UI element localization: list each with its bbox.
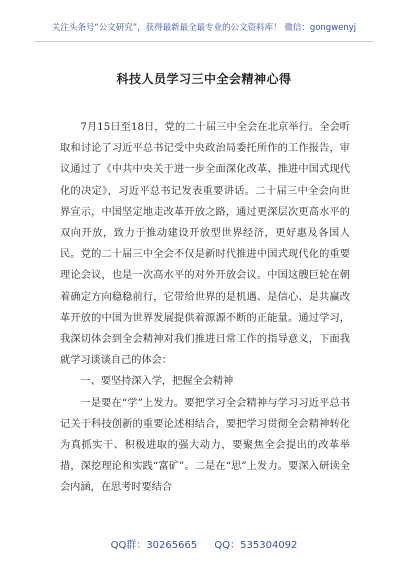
- section-heading: 一、要坚持深入学，把握全会精神: [80, 376, 234, 388]
- footer-qq: QQ：535304092: [214, 540, 298, 551]
- document-title: 科技人员学习三中全会精神心得: [116, 72, 292, 86]
- footer-contact: [0, 536, 408, 551]
- header-divider: [34, 41, 374, 42]
- paragraph-section-1: 一是要在“学”上发力。要把学习全会精神与学习习近平总书记关于科技创新的重要论述相结合，要把学习贯彻全会精神转化为真抓实干、积极进取的强大动力，要聚焦全会提出的改革举措，深挖理论和实践“富矿”。二是在“思”上发力。要深入研读全会内涵，在思考时要结合: [60, 397, 350, 494]
- header-note: 关注头条号“公文研究”，获得最新最全最专业的公文资料库！ 微信：gongwenyj: [51, 23, 357, 33]
- document-body: [60, 117, 350, 499]
- paragraph-intro: 7月15日至18日，党的二十届三中全会在北京举行。全会听取和讨论了习近平总书记受中央政治局委托所作的工作报告，审议通过了《中共中央关于进一步全面深化改革、推进中国式现代化的决定》，习近平总书记发表重要讲话。二十届三中全会向世界宣示，中国坚定地走改革开放之路，通过更深层次更高水平的双向开放，致力于推动建设开放型世界经济，更好惠及各国人民。党的二十届三中全会不仅是新时代推进中国式现代化的重要理论会议，也是一次高水平的对外开放会议。中国这艘巨轮在朝着确定方向稳稳前行，它带给世界的是机遇、是信心、是共赢改革开放的中国为世界发展提供着源源不断的正能量。通过学习，我深切体会到全会精神对我们推进日常工作的指导意义，下面我就学习谈谈自己的体会：: [60, 122, 350, 367]
- footer-qq-group: QQ群：30265665: [110, 540, 198, 551]
